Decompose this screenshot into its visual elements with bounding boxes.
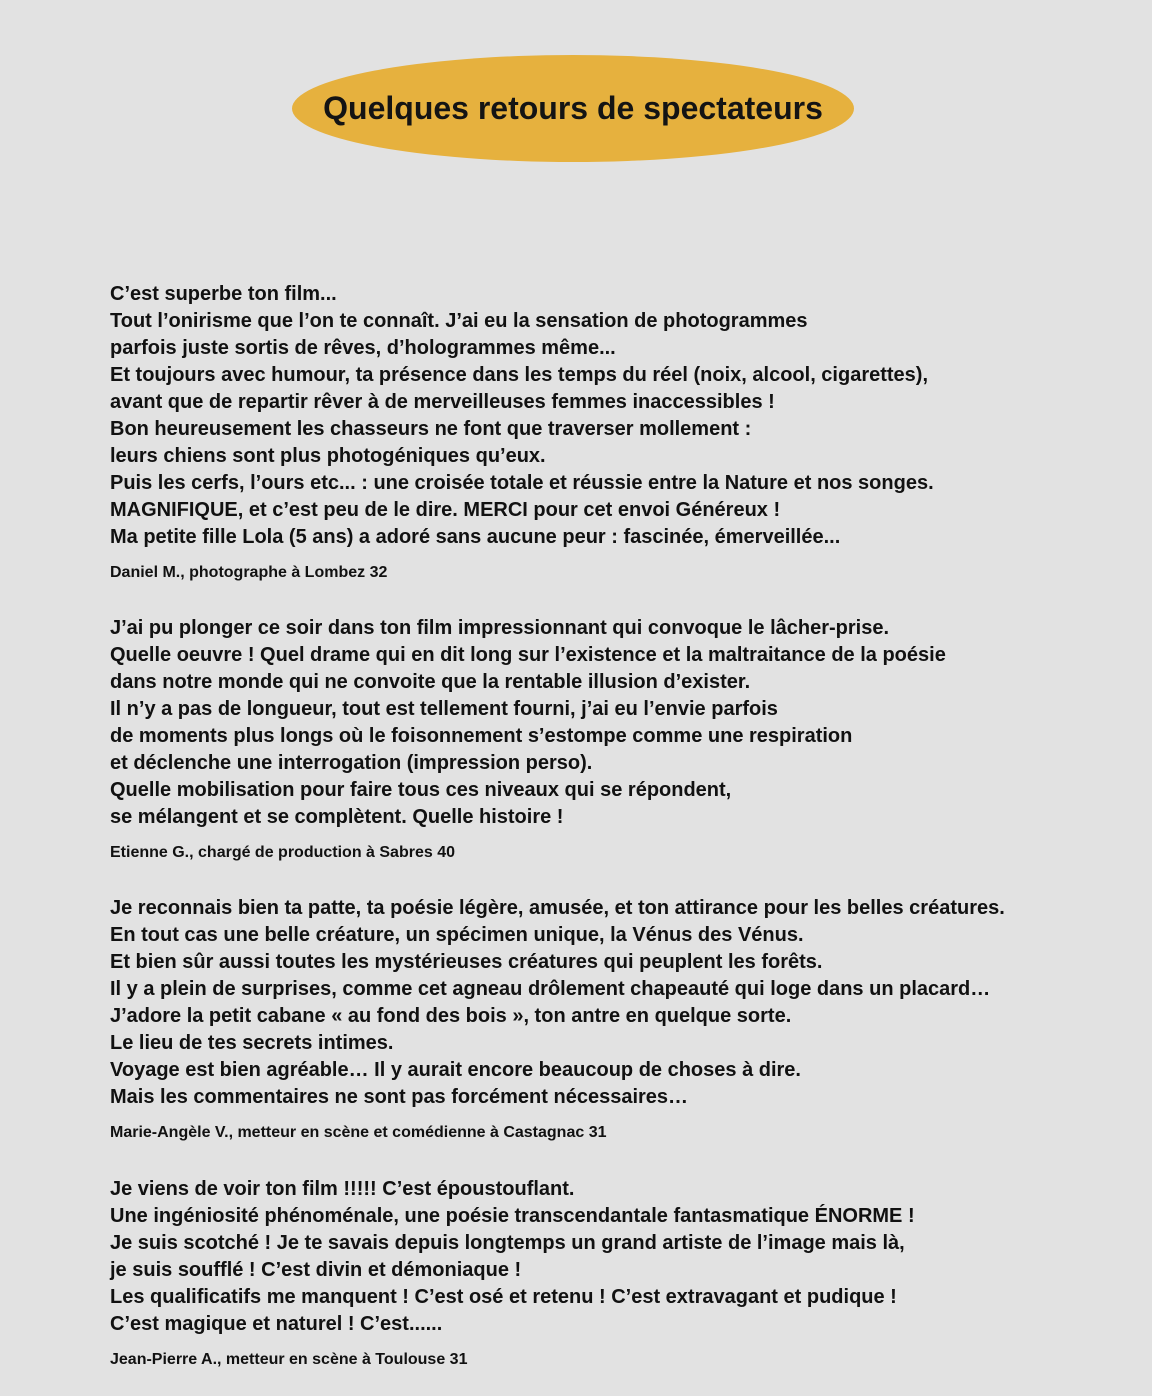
testimonial-line: Quelle oeuvre ! Quel drame qui en dit long sur l’existence et la maltraitance de la poésie (110, 644, 946, 666)
testimonial-line: Les qualificatifs me manquent ! C’est osé et retenu ! C’est extravagant et pudique ! (110, 1286, 897, 1308)
testimonial-line: Quelle mobilisation pour faire tous ces niveaux qui se répondent, (110, 779, 732, 801)
testimonial-text (110, 1176, 1110, 1338)
testimonial-line: se mélangent et se complètent. Quelle histoire ! (110, 806, 564, 828)
testimonial-3 (110, 895, 1110, 1143)
testimonial-line: parfois juste sortis de rêves, d’hologrammes même... (110, 337, 616, 359)
testimonial-line: C’est magique et naturel ! C’est...... (110, 1313, 443, 1335)
testimonial-line: Et toujours avec humour, ta présence dans les temps du réel (noix, alcool, cigarettes), (110, 364, 929, 386)
testimonial-author: Etienne G., chargé de production à Sabres 40 (110, 844, 455, 861)
testimonial-line: Le lieu de tes secrets intimes. (110, 1032, 394, 1054)
testimonial-line: Puis les cerfs, l’ours etc... : une croisée totale et réussie entre la Nature et nos songes. (110, 472, 934, 494)
testimonial-line: dans notre monde qui ne convoite que la rentable illusion d’exister. (110, 671, 751, 693)
testimonial-line: je suis soufflé ! C’est divin et démoniaque ! (110, 1259, 522, 1281)
testimonial-line: Bon heureusement les chasseurs ne font que traverser mollement : (110, 418, 752, 440)
testimonial-line: Je viens de voir ton film !!!!! C’est époustouflant. (110, 1178, 575, 1200)
testimonial-line: Voyage est bien agréable… Il y aurait encore beaucoup de choses à dire. (110, 1059, 801, 1081)
testimonial-line: leurs chiens sont plus photogéniques qu’eux. (110, 445, 546, 467)
testimonial-line: C’est superbe ton film... (110, 283, 337, 305)
page-title: Quelques retours de spectateurs (323, 90, 823, 126)
testimonial-line: Tout l’onirisme que l’on te connaît. J’ai eu la sensation de photogrammes (110, 310, 808, 332)
testimonial-text (110, 615, 1110, 831)
testimonial-line: Il y a plein de surprises, comme cet agneau drôlement chapeauté qui loge dans un placard… (110, 978, 991, 1000)
testimonial-author: Marie-Angèle V., metteur en scène et comédienne à Castagnac 31 (110, 1124, 607, 1141)
testimonial-line: Une ingéniosité phénoménale, une poésie transcendantale fantasmatique ÉNORME ! (110, 1205, 915, 1227)
testimonial-line: Ma petite fille Lola (5 ans) a adoré sans aucune peur : fascinée, émerveillée... (110, 526, 841, 548)
testimonial-line: J’adore la petit cabane « au fond des bois », ton antre en quelque sorte. (110, 1005, 792, 1027)
testimonial-author: Daniel M., photographe à Lombez 32 (110, 564, 388, 581)
testimonial-line: Mais les commentaires ne sont pas forcément nécessaires… (110, 1086, 689, 1108)
testimonial-2 (110, 615, 1110, 863)
testimonial-line: Il n’y a pas de longueur, tout est tellement fourni, j’ai eu l’envie parfois (110, 698, 778, 720)
testimonial-line: Je reconnais bien ta patte, ta poésie légère, amusée, et ton attirance pour les belles créatures. (110, 897, 1005, 919)
testimonial-author: Jean-Pierre A., metteur en scène à Toulouse 31 (110, 1351, 468, 1368)
testimonial-4 (110, 1176, 1110, 1370)
testimonial-line: et déclenche une interrogation (impression perso). (110, 752, 593, 774)
testimonial-line: Et bien sûr aussi toutes les mystérieuses créatures qui peuplent les forêts. (110, 951, 823, 973)
testimonial-1 (110, 281, 1110, 583)
testimonial-line: MAGNIFIQUE, et c’est peu de le dire. MERCI pour cet envoi Généreux ! (110, 499, 781, 521)
testimonial-line: En tout cas une belle créature, un spécimen unique, la Vénus des Vénus. (110, 924, 804, 946)
title-banner (292, 55, 854, 162)
testimonial-line: J’ai pu plonger ce soir dans ton film impressionnant qui convoque le lâcher-prise. (110, 617, 890, 639)
testimonial-text (110, 895, 1110, 1111)
testimonial-line: avant que de repartir rêver à de merveilleuses femmes inaccessibles ! (110, 391, 775, 413)
testimonial-line: Je suis scotché ! Je te savais depuis longtemps un grand artiste de l’image mais là, (110, 1232, 905, 1254)
testimonial-text (110, 281, 1110, 551)
testimonial-line: de moments plus longs où le foisonnement s’estompe comme une respiration (110, 725, 853, 747)
